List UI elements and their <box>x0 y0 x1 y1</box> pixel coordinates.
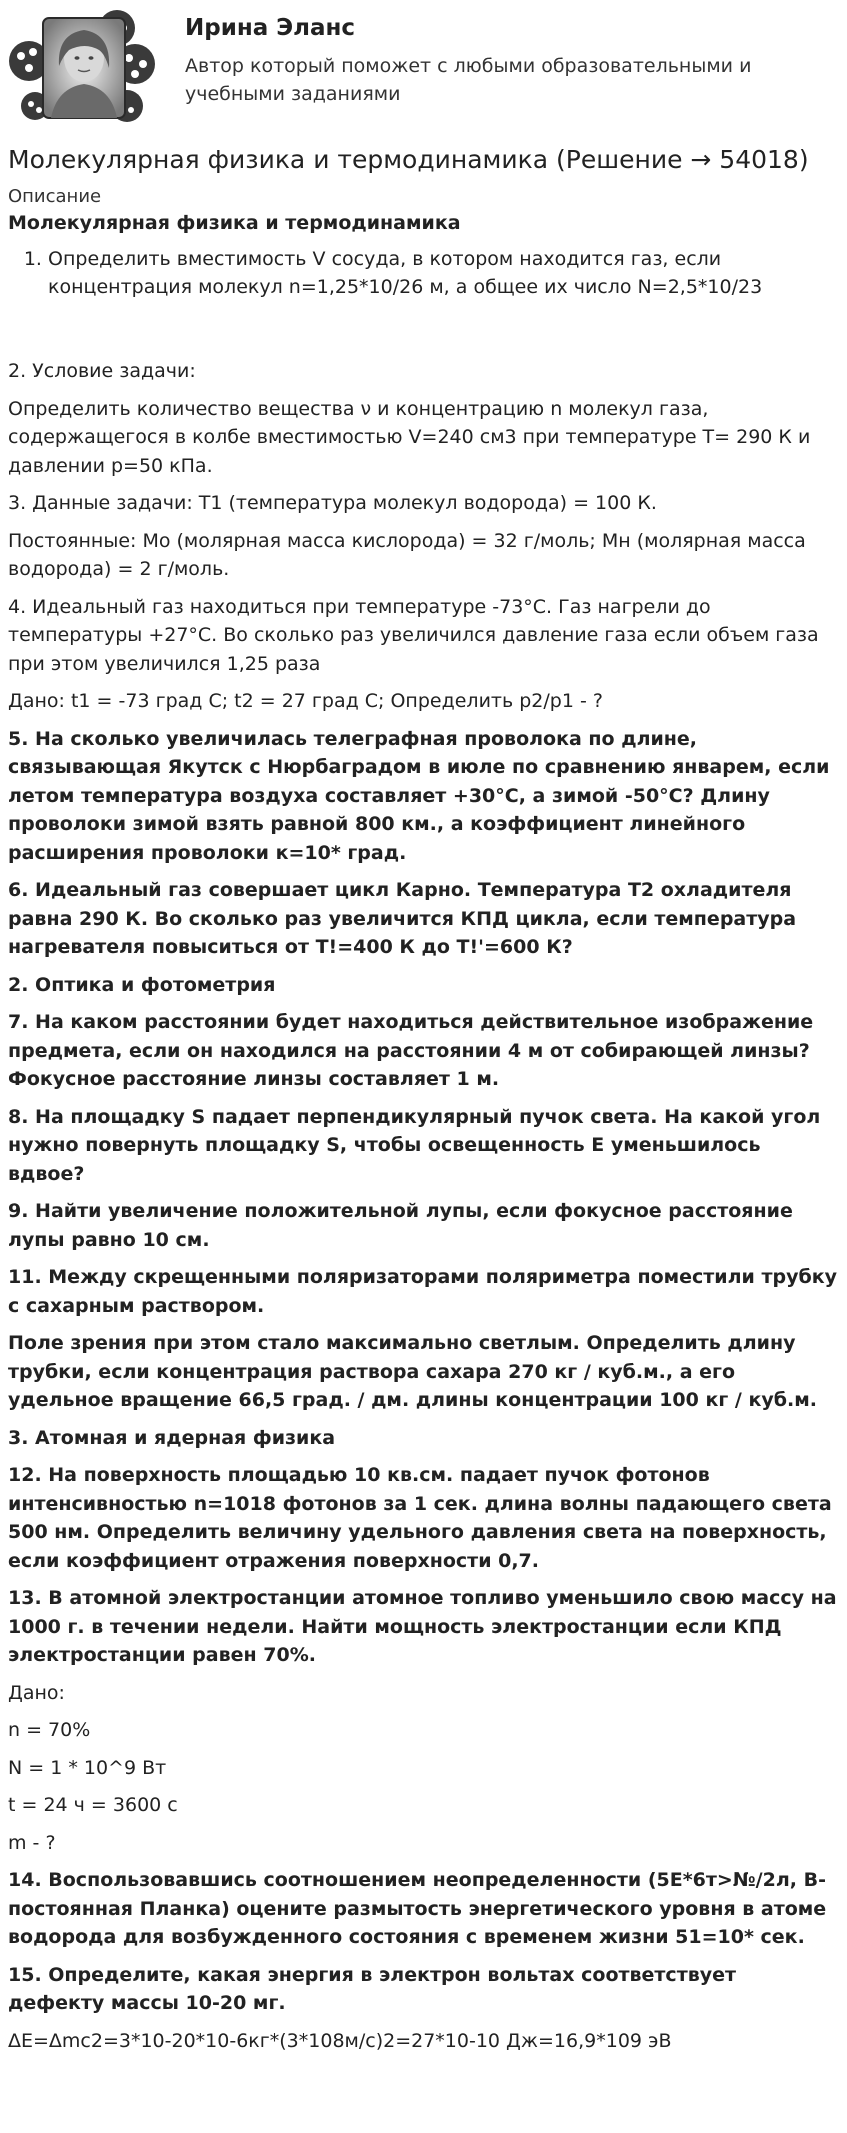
page-title: Молекулярная физика и термодинамика (Решение → 54018) <box>8 145 809 174</box>
task-6: 6. Идеальный газ совершает цикл Карно. Температура Т2 охладителя равна 290 К. Во сколько раз увеличится КПД цикла, если температура нагревателя повыситься от Т!=400 К до Т!'=600 К? <box>8 879 797 958</box>
author-name[interactable]: Ирина Эланс <box>185 15 356 41</box>
task-15-formula: ΔE=Δmc2=3*10-20*10-6кг*(3*108м/с)2=27*10-10 Дж=16,9*109 эВ <box>8 2029 672 2052</box>
task-7: 7. На каком расстоянии будет находиться действительное изображение предмета, если он находился на расстоянии 4 м от собирающей линзы? Фокусное расстояние линзы составляет 1 м. <box>8 1011 814 1090</box>
task-3-constants: Постоянные: Мо (молярная масса кислорода) = 32 г/моль; Мн (молярная масса водорода) = 2 г/моль. <box>8 529 806 580</box>
task-13-power: N = 1 * 10^9 Вт <box>8 1756 167 1779</box>
task-9: 9. Найти увеличение положительной лупы, если фокусное расстояние лупы равно 10 см. <box>8 1200 793 1251</box>
task-5: 5. На сколько увеличилась телеграфная проволока по длине, связывающая Якутск с Нюрбаградом в июле по сравнению январем, если летом температура воздуха составляет +30°С, а зимой -50°С? Длину проволоки зимой взять равной 800 км., а коэффициент линейного расширения проволоки к=10* град. <box>8 727 830 864</box>
task-15: 15. Определите, какая энергия в электрон вольтах соответствует дефекту массы 10-20 мг. <box>8 1963 737 2014</box>
task-11-continued: Поле зрения при этом стало максимально светлым. Определить длину трубки, если концентрация раствора сахара 270 кг / куб.м., а его удельное вращение 66,5 град. / дм. длины концентрации 100 кг / куб.м. <box>8 1332 817 1411</box>
avatar-image <box>7 6 157 128</box>
task-13-mass: m - ? <box>8 1831 56 1854</box>
section-optics: 2. Оптика и фотометрия <box>8 973 276 996</box>
task-13-efficiency: n = 70% <box>8 1719 91 1741</box>
task-1: 1. Определить вместимость V сосуда, в котором находится газ, если концентрация молекул n=1,25*10/26 м, а общее их число N=2,5*10/23 <box>48 245 838 301</box>
subject-heading: Молекулярная физика и термодинамика <box>8 212 461 234</box>
description-label: Описание <box>8 186 102 207</box>
avatar[interactable] <box>7 6 157 128</box>
task-8: 8. На площадку S падает перпендикулярный пучок света. На какой угол нужно повернуть площадку S, чтобы освещенность Е уменьшилось вдвое? <box>8 1105 821 1185</box>
section-atomic: 3. Атомная и ядерная физика <box>8 1426 336 1449</box>
author-description: Автор который поможет с любыми образовательными и учебными заданиями <box>185 55 752 105</box>
task-4-given: Дано: t1 = -73 град С; t2 = 27 град С; Определить p2/p1 - ? <box>8 690 603 712</box>
task-13-time: t = 24 ч = 3600 с <box>8 1794 178 1816</box>
main-content <box>8 141 838 2064</box>
task-3: 3. Данные задачи: T1 (температура молекул водорода) = 100 К. <box>8 492 657 514</box>
task-14: 14. Воспользовавшись соотношением неопределенности (5Е*6т>№/2л, В-постоянная Планка) оцените размытость энергетического уровня в атоме водорода для возбужденного состояния с временем жизни 51=10* сек. <box>8 1869 827 1948</box>
task-4: 4. Идеальный газ находиться при температуре -73°С. Газ нагрели до температуры +27°С. Во сколько раз увеличился давление газа если объем газа при этом увеличился 1,25 раза <box>8 595 819 675</box>
task-2-header: 2. Условие задачи: <box>8 360 196 382</box>
task-12: 12. На поверхность площадью 10 кв.см. падает пучок фотонов интенсивностью n=1018 фотонов за 1 сек. длина волны падающего света 500 нм. Определить величину удельного давления света на поверхность, если коэффициент отражения поверхности 0,7. <box>8 1464 832 1572</box>
author-block <box>7 6 837 126</box>
task-list <box>8 245 838 301</box>
task-13: 13. В атомной электростанции атомное топливо уменьшило свою массу на 1000 г. в течении недели. Найти мощность электростанции если КПД электростанции равен 70%. <box>8 1587 837 1666</box>
task-2-body: Определить количество вещества ν и концентрацию n молекул газа, содержащегося в колбе вместимостью V=240 см3 при температуре T= 290 К и давлении p=50 кПа. <box>8 397 811 477</box>
spacer <box>8 301 838 357</box>
task-13-given: Дано: <box>8 1681 65 1704</box>
task-11: 11. Между скрещенными поляризаторами поляриметра поместили трубку с сахарным раствором. <box>8 1266 838 1317</box>
